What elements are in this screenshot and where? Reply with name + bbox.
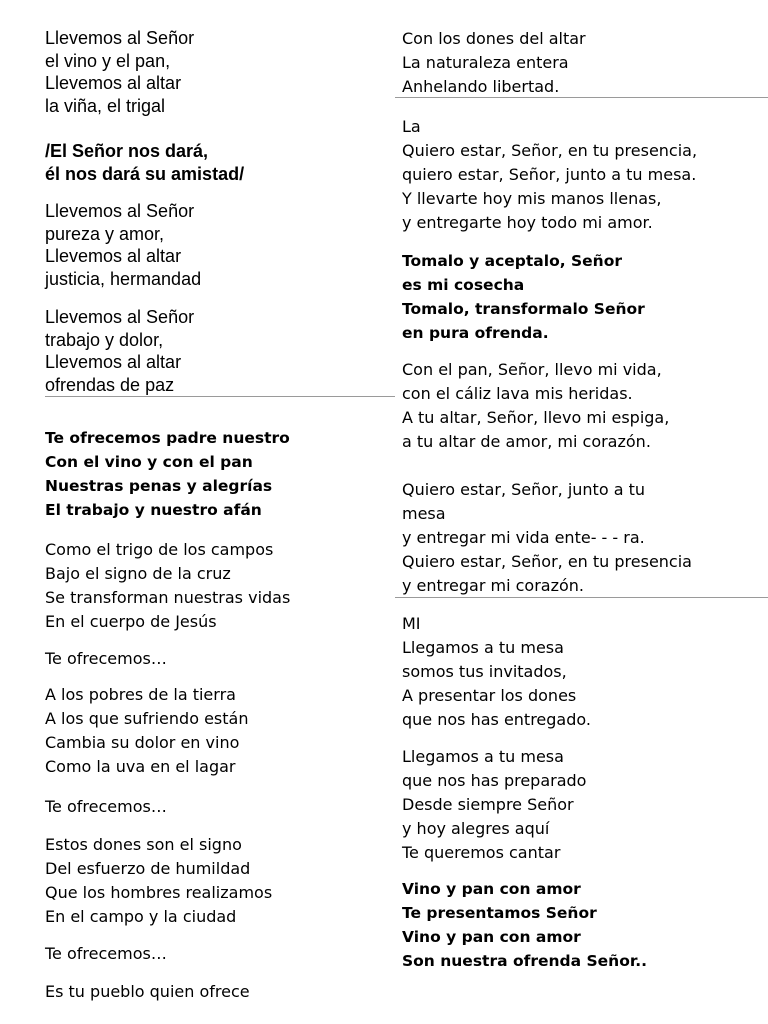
stanza-llegamos-preparado: Llegamos a tu mesa que nos has preparado Desde siempre Señor y hoy alegres aquí Te queremos cantar [402, 747, 587, 862]
stanza-con-los-dones: Con los dones del altar La naturaleza entera Anhelando libertad. [402, 29, 586, 96]
chorus-el-senor-nos-dara: /El Señor nos dará, él nos dará su amistad/ [45, 141, 245, 184]
stanza-llevemos-vino-pan: Llevemos al Señor el vino y el pan, Llevemos al altar la viña, el trigal [45, 28, 195, 116]
stanza-quiero-estar-mesa: Quiero estar, Señor, junto a tu mesa y entregar mi vida ente- - - ra. Quiero estar, Señor, en tu presencia y entregar mi corazón. [402, 480, 692, 595]
right-divider-line-2 [395, 597, 768, 598]
stanza-es-tu-pueblo: Es tu pueblo quien ofrece [45, 982, 250, 1001]
stanza-como-el-trigo: Como el trigo de los campos Bajo el signo de la cruz Se transforman nuestras vidas En el cuerpo de Jesús [45, 540, 291, 631]
stanza-llevemos-pureza: Llevemos al Señor pureza y amor, Llevemos al altar justicia, hermandad [45, 201, 202, 289]
right-divider-line-1 [395, 97, 768, 98]
refrain-te-ofrecemos-1: Te ofrecemos… [45, 649, 167, 668]
chorus-vino-y-pan: Vino y pan con amor Te presentamos Señor Vino y pan con amor Son nuestra ofrenda Señor.. [402, 880, 648, 970]
stanza-llevemos-trabajo: Llevemos al Señor trabajo y dolor, Llevemos al altar ofrendas de paz [45, 307, 195, 395]
stanza-llegamos-invitados: MI Llegamos a tu mesa somos tus invitados, A presentar los dones que nos has entregado. [402, 614, 591, 729]
left-divider-line [45, 396, 395, 397]
refrain-te-ofrecemos-3: Te ofrecemos… [45, 944, 167, 963]
stanza-a-los-pobres: A los pobres de la tierra A los que sufriendo están Cambia su dolor en vino Como la uva en el lagar [45, 685, 249, 776]
chorus-te-ofrecemos: Te ofrecemos padre nuestro Con el vino y con el pan Nuestras penas y alegrías El trabajo y nuestro afán [45, 429, 290, 519]
chorus-tomalo: Tomalo y aceptalo, Señor es mi cosecha Tomalo, transformalo Señor en pura ofrenda. [402, 252, 645, 342]
refrain-te-ofrecemos-2: Te ofrecemos… [45, 797, 167, 816]
stanza-estos-dones: Estos dones son el signo Del esfuerzo de humildad Que los hombres realizamos En el campo y la ciudad [45, 835, 273, 926]
stanza-con-el-pan: Con el pan, Señor, llevo mi vida, con el cáliz lava mis heridas. A tu altar, Señor, llevo mi espiga, a tu altar de amor, mi corazón. [402, 360, 670, 451]
stanza-quiero-estar: La Quiero estar, Señor, en tu presencia, quiero estar, Señor, junto a tu mesa. Y llevarte hoy mis manos llenas, y entregarte hoy todo mi amor. [402, 117, 698, 232]
